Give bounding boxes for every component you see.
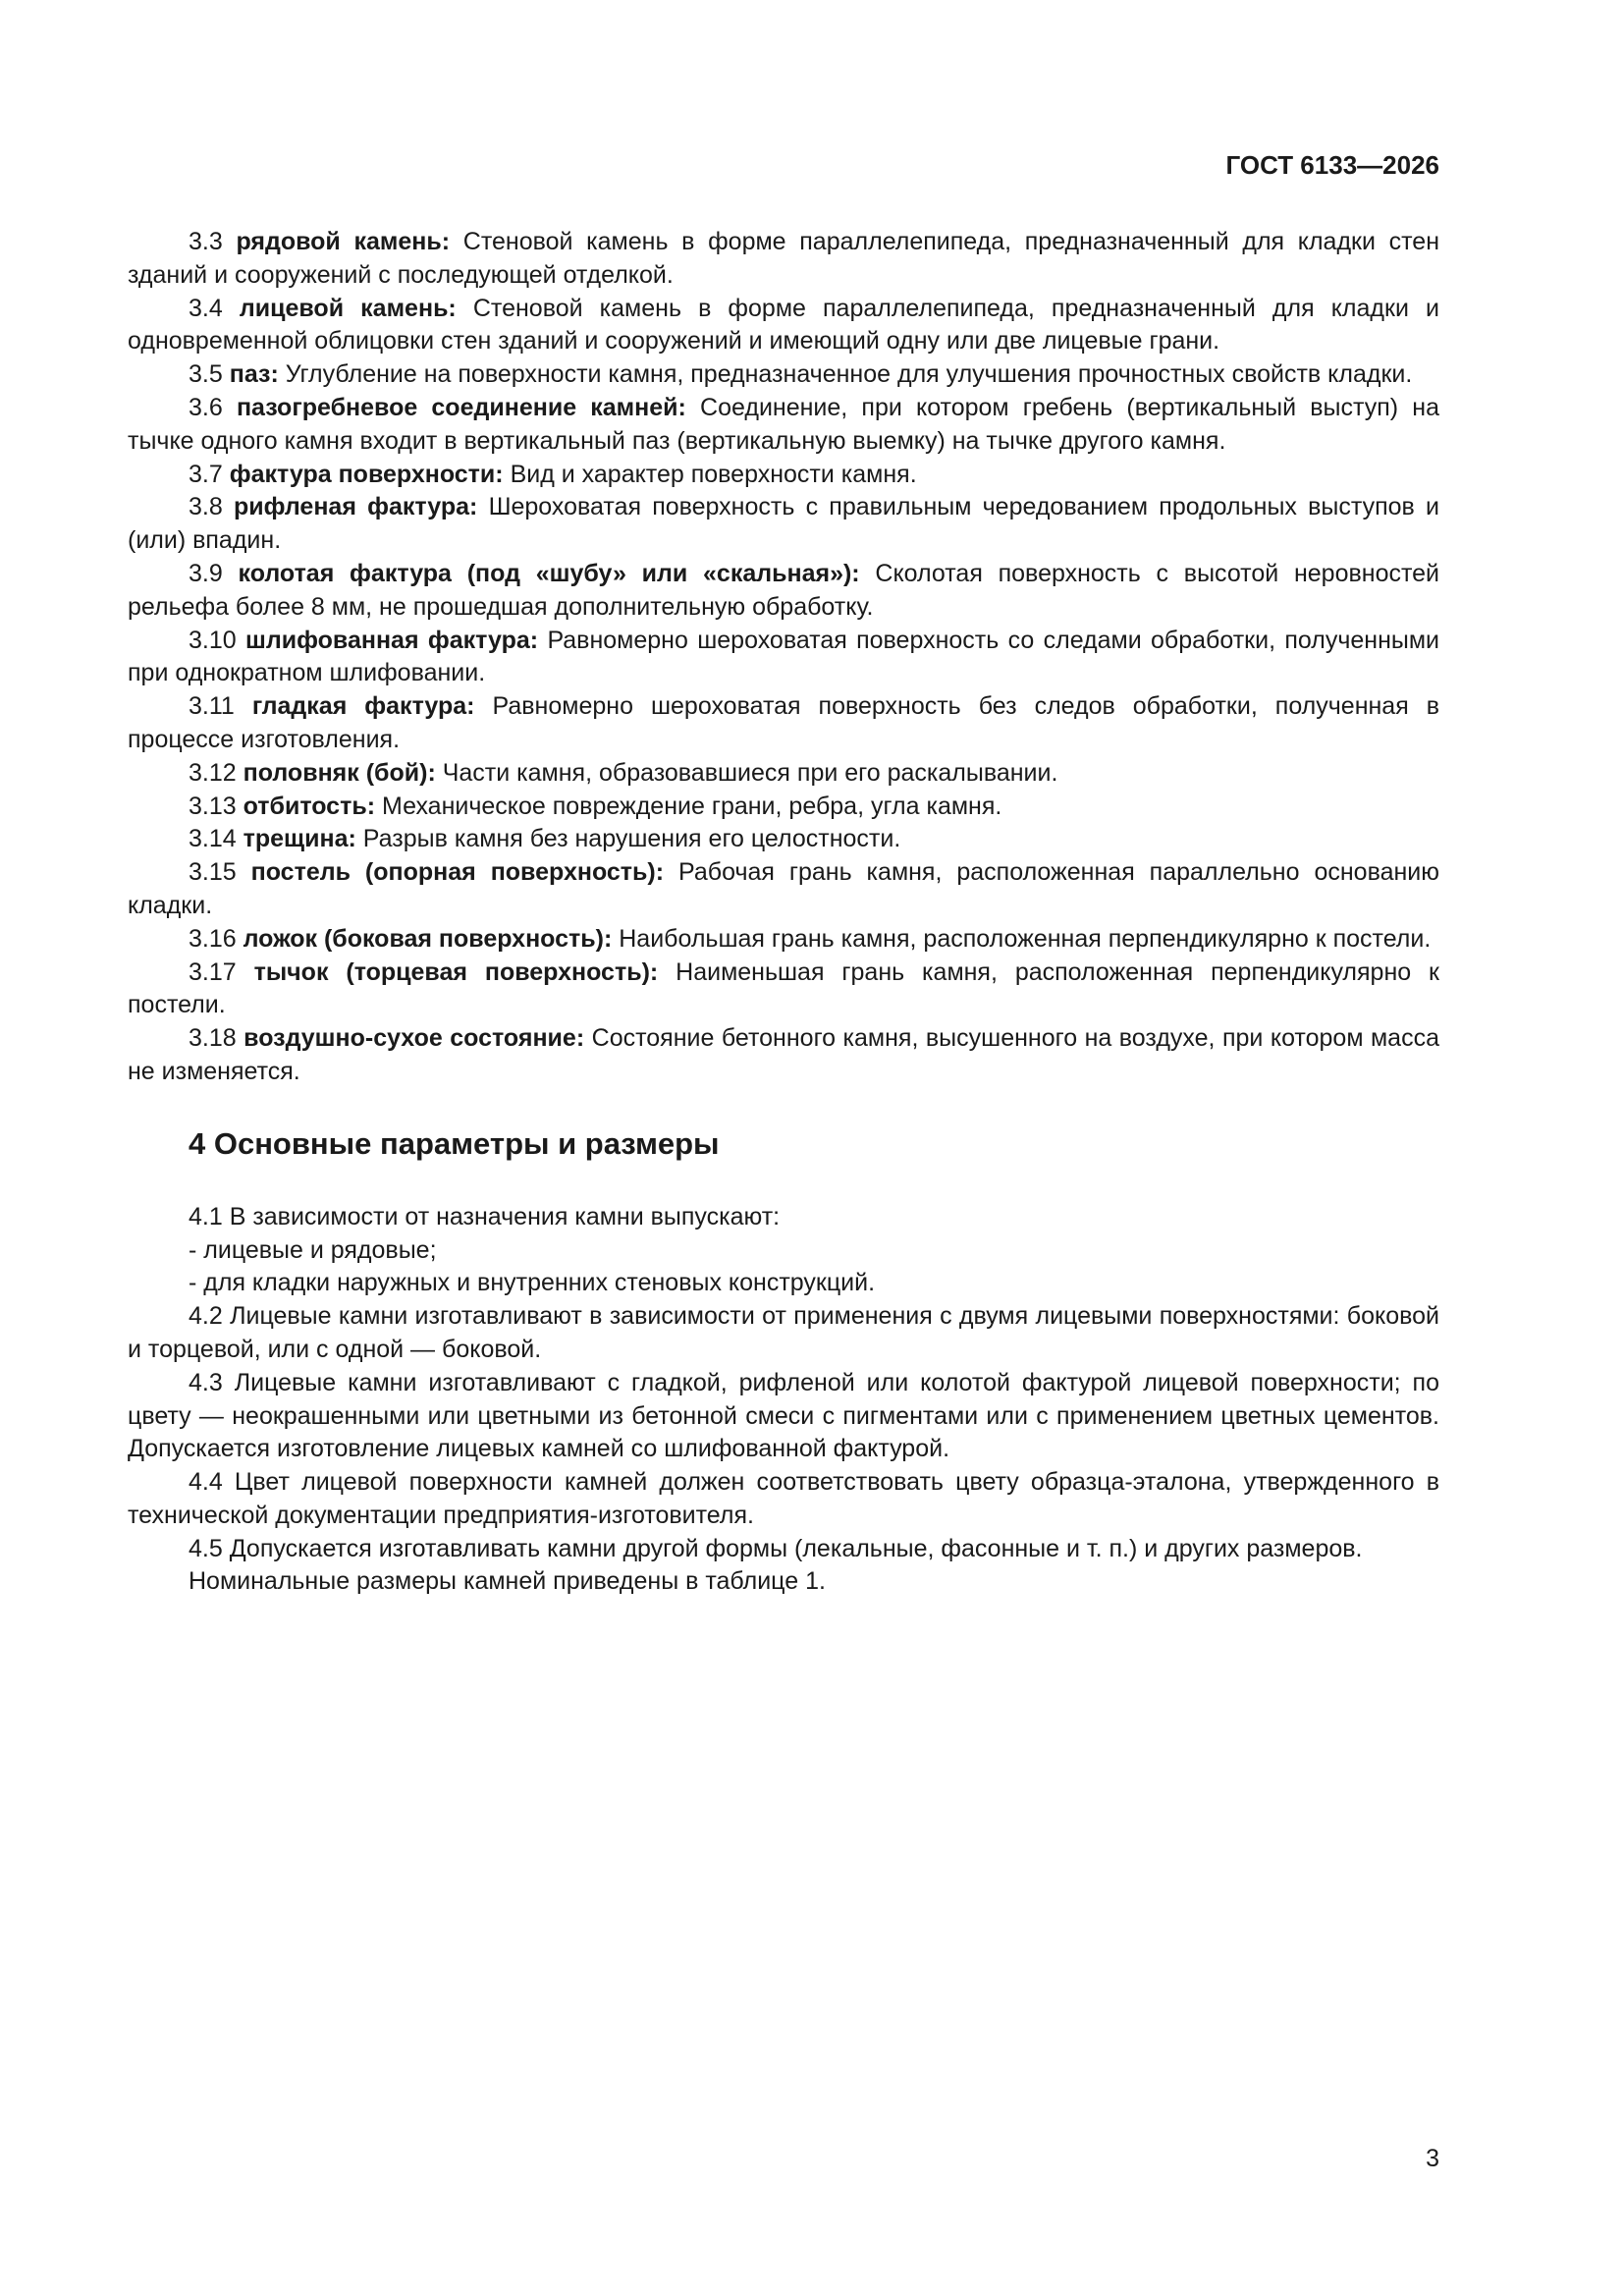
definition-number: 3.5 — [189, 360, 223, 389]
definition-text: Части камня, образовавшиеся при его раскалывании. — [442, 758, 1058, 787]
definition-term: фактура поверхности: — [229, 460, 504, 488]
definitions-list — [128, 226, 1439, 1089]
definition-text: Вид и характер поверхности камня. — [510, 460, 917, 488]
section-list-item: - лицевые и рядовые; — [189, 1235, 437, 1264]
definition-text: Рабочая грань камня, расположенная параллельно основанию кладки. — [128, 858, 1439, 919]
definition-number: 3.12 — [189, 758, 237, 787]
section-heading: 4 Основные параметры и размеры — [189, 1125, 720, 1161]
definition-text: Разрыв камня без нарушения его целостности. — [362, 825, 901, 853]
definition-term: воздушно-сухое состояние: — [243, 1024, 585, 1053]
section-paragraph: 4.3 Лицевые камни изготавливают с гладкой, рифленой или колотой фактурой лицевой поверхности; по цвету — неокрашенными или цветными из бетонной смеси с пигментами или с применением цветных цементов. Допускается изготовление лицевых камней со шлифованной фактурой. — [128, 1368, 1439, 1463]
page-body — [128, 226, 1439, 1599]
definition-number: 3.18 — [189, 1024, 237, 1053]
definition-item — [128, 1022, 1439, 1089]
definition-text: Состояние бетонного камня, высушенного на воздухе, при котором масса не изменяется. — [128, 1024, 1439, 1085]
section-paragraph: 4.1 В зависимости от назначения камни выпускают: — [189, 1202, 781, 1230]
definition-number: 3.13 — [189, 792, 237, 820]
definition-term: колотая фактура (под «шубу» или «скальная»): — [238, 559, 860, 587]
definition-term: трещина: — [243, 825, 356, 853]
definition-term: пазогребневое соединение камней: — [236, 393, 686, 421]
definition-item — [128, 791, 1439, 824]
definition-number: 3.4 — [189, 294, 223, 322]
definition-number: 3.9 — [189, 559, 223, 587]
definition-item — [128, 226, 1439, 293]
definition-text: Стеновой камень в форме параллелепипеда, предназначенный для кладки стен зданий и сооружений с последующей отделкой. — [128, 228, 1440, 289]
definition-number: 3.17 — [189, 957, 237, 986]
definition-term: паз: — [229, 360, 279, 389]
definition-item — [128, 293, 1439, 359]
definition-item — [128, 625, 1439, 691]
definition-number: 3.11 — [189, 692, 235, 721]
definition-text: Углубление на поверхности камня, предназначенное для улучшения прочностных свойств кладки. — [285, 360, 1413, 389]
definition-term: шлифованная фактура: — [245, 626, 539, 654]
definition-item — [128, 459, 1439, 492]
definition-number: 3.10 — [189, 626, 237, 654]
definition-text: Равномерно шероховатая поверхность без следов обработки, полученная в процессе изготовления. — [128, 692, 1440, 753]
definition-text: Соединение, при котором гребень (вертикальный выступ) на тычке одного камня входит в вертикальный паз (вертикальную выемку) на тычке другого камня. — [128, 393, 1439, 455]
definition-item — [128, 491, 1439, 558]
definition-text: Равномерно шероховатая поверхность со следами обработки, полученными при однократном шлифовании. — [128, 626, 1439, 687]
definition-number: 3.16 — [189, 924, 237, 953]
definition-text: Механическое повреждение грани, ребра, угла камня. — [381, 792, 1002, 820]
definition-text: Наименьшая грань камня, расположенная перпендикулярно к постели. — [128, 957, 1439, 1019]
definition-term: половняк (бой): — [243, 758, 436, 787]
definition-term: отбитость: — [243, 792, 376, 820]
definition-item — [128, 358, 1439, 392]
definition-item — [128, 823, 1439, 856]
definition-item — [128, 757, 1439, 791]
definition-number: 3.6 — [189, 393, 223, 421]
section-4-body — [128, 1201, 1439, 1600]
definition-number: 3.7 — [189, 460, 223, 488]
definition-item — [128, 558, 1439, 625]
definition-term: рядовой камень: — [236, 228, 451, 255]
definition-number: 3.3 — [189, 228, 223, 255]
definition-term: лицевой камень: — [239, 294, 457, 322]
section-paragraph: 4.4 Цвет лицевой поверхности камней должен соответствовать цвету образца-эталона, утвержденного в технической документации предприятия-изготовителя. — [128, 1468, 1439, 1529]
section-paragraph: 4.5 Допускается изготавливать камни другой формы (лекальные, фасонные и т. п.) и других размеров. — [189, 1534, 1363, 1562]
definition-term: рифленая фактура: — [233, 493, 478, 521]
document-code-header: ГОСТ 6133—2026 — [1225, 150, 1439, 180]
definition-item — [128, 392, 1439, 459]
definition-term: ложок (боковая поверхность): — [243, 924, 613, 953]
page-number: 3 — [1426, 2145, 1439, 2172]
definition-number: 3.14 — [189, 825, 237, 853]
definition-term: постель (опорная поверхность): — [250, 858, 665, 887]
definition-text: Стеновой камень в форме параллелепипеда, предназначенный для кладки и одновременной облицовки стен зданий и сооружений и имеющий одну или две лицевые грани. — [128, 294, 1439, 355]
section-paragraph: 4.2 Лицевые камни изготавливают в зависимости от применения с двумя лицевыми поверхностями: боковой и торцевой, или с одной — боковой. — [128, 1302, 1439, 1363]
definition-item — [128, 923, 1439, 957]
definition-text: Шероховатая поверхность с правильным чередованием продольных выступов и (или) впадин. — [128, 493, 1439, 555]
definition-number: 3.15 — [189, 858, 237, 887]
definition-text: Наибольшая грань камня, расположенная перпендикулярно к постели. — [619, 924, 1432, 953]
definition-term: тычок (торцевая поверхность): — [253, 957, 659, 986]
section-paragraph: Номинальные размеры камней приведены в таблице 1. — [189, 1567, 826, 1596]
definition-term: гладкая фактура: — [251, 692, 475, 721]
definition-item — [128, 856, 1439, 923]
definition-item — [128, 690, 1439, 757]
definition-text: Сколотая поверхность с высотой неровностей рельефа более 8 мм, не прошедшая дополнительную обработку. — [128, 559, 1440, 621]
definition-item — [128, 957, 1439, 1023]
section-list-item: - для кладки наружных и внутренних стеновых конструкций. — [189, 1269, 876, 1297]
definition-number: 3.8 — [189, 493, 223, 521]
